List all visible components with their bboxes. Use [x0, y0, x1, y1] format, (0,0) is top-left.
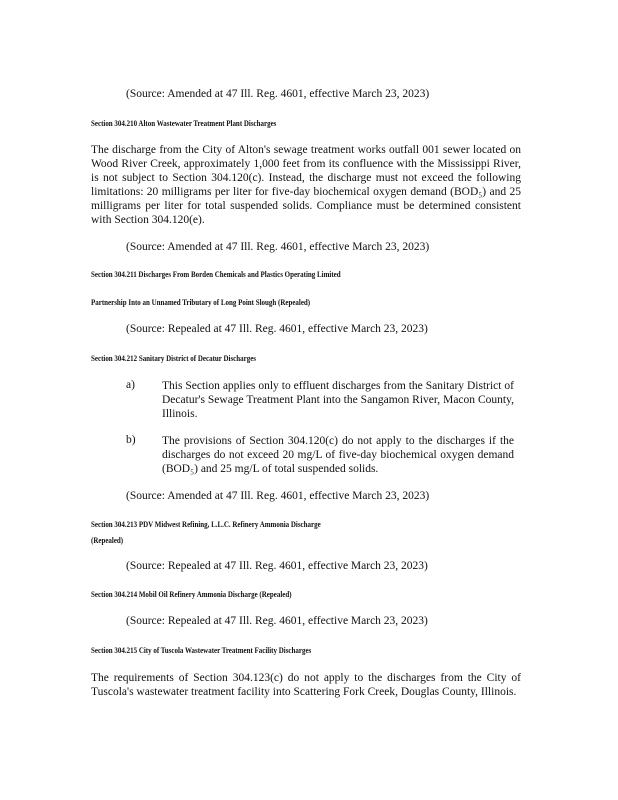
- section-304-215-text: The requirements of Section 304.123(c) do not apply to the discharges from the City of Tuscola's wastewater treatment facility into Scattering Fork Creek, Douglas County, Illinois.: [91, 672, 521, 698]
- section-304-210-source: (Source: Amended at 47 Ill. Reg. 4601, effective March 23, 2023): [126, 241, 430, 253]
- subsection-a-label: a): [126, 379, 135, 391]
- section-304-213-heading-line1: Section 304.213 PDV Midwest Refining, L.L.C. Refinery Ammonia Discharge: [91, 519, 321, 529]
- section-304-212-heading: Section 304.212 Sanitary District of Decatur Discharges: [91, 353, 256, 363]
- section-304-210-text: The discharge from the City of Alton's sewage treatment works outfall 001 sewer located on Wood River Creek, approximately 1,000 feet from its confluence with the Mississippi River, is not subject to Section 304.120(c). Instead, the discharge must not exceed the following limitations: 20 milligrams per liter for five-day biochemical oxygen demand (BOD₅) and 25 milligrams per liter for total suspended solids. Compliance must be determined consistent with Section 304.120(e).: [91, 144, 521, 226]
- subsection-b-label: b): [126, 434, 136, 446]
- section-304-211-source: (Source: Repealed at 47 Ill. Reg. 4601, effective March 23, 2023): [126, 323, 428, 335]
- section-304-211-heading-line2: Partnership Into an Unnamed Tributary of Long Point Slough (Repealed): [91, 297, 311, 307]
- subsection-b-text: The provisions of Section 304.120(c) do not apply to the discharges if the discharges do not exceed 20 mg/L of five-day biochemical oxygen demand (BOD₅) and 25 mg/L of total suspended solids.: [162, 435, 514, 475]
- section-304-215-heading: Section 304.215 City of Tuscola Wastewater Treatment Facility Discharges: [91, 645, 312, 655]
- section-304-212-source: (Source: Amended at 47 Ill. Reg. 4601, effective March 23, 2023): [126, 490, 430, 502]
- section-304-213-source: (Source: Repealed at 47 Ill. Reg. 4601, effective March 23, 2023): [126, 560, 428, 572]
- source-note-top: (Source: Amended at 47 Ill. Reg. 4601, effective March 23, 2023): [126, 88, 430, 100]
- section-304-214-heading: Section 304.214 Mobil Oil Refinery Ammonia Discharge (Repealed): [91, 589, 292, 599]
- subsection-a-text: This Section applies only to effluent discharges from the Sanitary District of Decatur's Sewage Treatment Plant into the Sangamon River, Macon County, Illinois.: [162, 380, 514, 420]
- section-304-211-heading-line1: Section 304.211 Discharges From Borden Chemicals and Plastics Operating Limited: [91, 269, 341, 279]
- section-304-213-heading-line2: (Repealed): [91, 535, 124, 545]
- section-304-210-heading: Section 304.210 Alton Wastewater Treatment Plant Discharges: [91, 118, 277, 128]
- section-304-214-source: (Source: Repealed at 47 Ill. Reg. 4601, effective March 23, 2023): [126, 615, 428, 627]
